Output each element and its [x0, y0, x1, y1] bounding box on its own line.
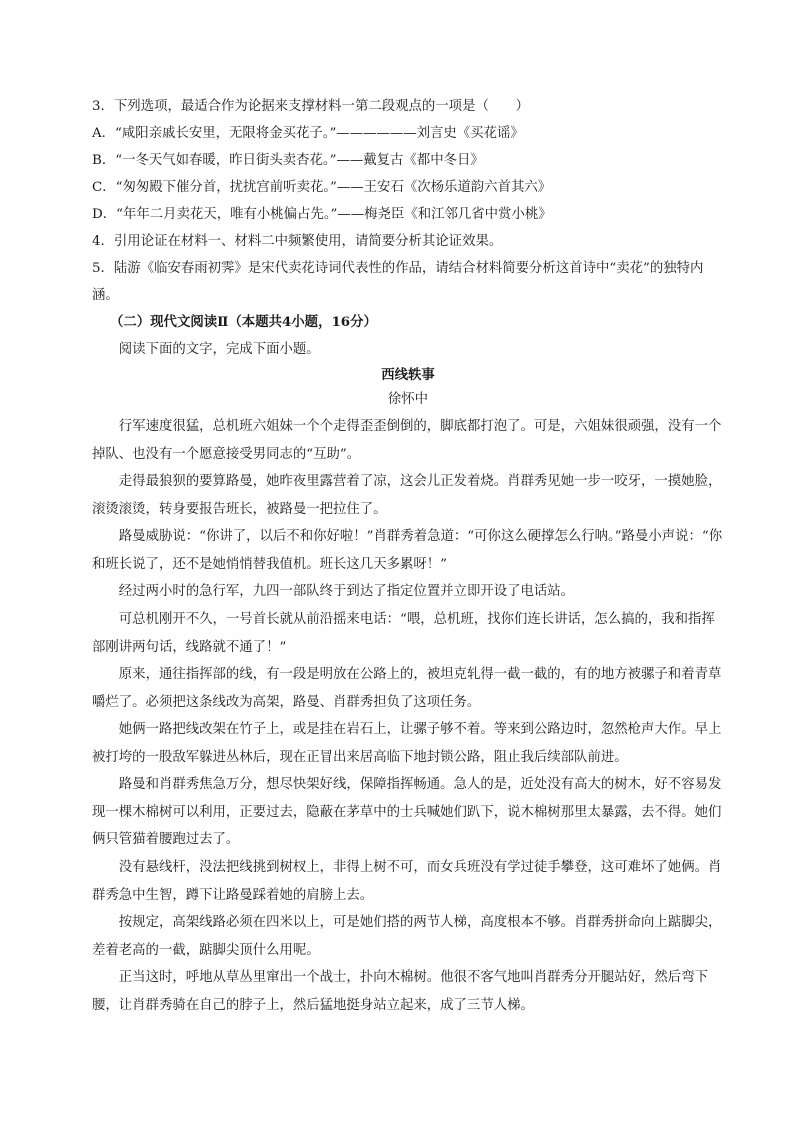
document-page [92, 93, 724, 1019]
article-paragraph-1: 行军速度很猛，总机班六姐妹一个个走得歪歪倒倒的，脚底都打泡了。可是，六姐妹很顽强，没有一个掉队、也没有一个愿意接受男同志的“互助”。 [92, 419, 722, 462]
article-paragraph-8: 路曼和肖群秀焦急万分，想尽快架好线，保障指挥畅通。急人的是，近处没有高大的树木，好不容易发现一棵木棉树可以利用，正要过去，隐蔽在茅草中的士兵喊她们趴下，说木棉树那里太暴露，去不得。她们俩只管猫着腰跑过去了。 [92, 777, 722, 847]
question-5: 5．陆游《临安春雨初霁》是宋代卖花诗词代表性的作品，请结合材料简要分析这首诗中“卖花”的独特内涵。 [92, 261, 704, 303]
question-3: 3．下列选项，最适合作为论据来支撑材料一第二段观点的一项是（ ） [92, 99, 530, 114]
article-paragraph-6: 原来，通往指挥部的线，有一段是明放在公路上的，被坦克轧得一截一截的，有的地方被骡子和着青草嚼烂了。必须把这条线改为高架，路曼、肖群秀担负了这项任务。 [92, 667, 722, 710]
option-c: C．“匆匆殿下催分首，扰扰宫前听卖花。”——王安石《次杨乐道韵六首其六》 [92, 180, 552, 195]
article-title: 西线轶事 [381, 367, 435, 383]
option-b: B．“一冬天气如春暖，昨日街头卖杏花。”——戴复古《都中冬日》 [92, 153, 484, 168]
article-paragraph-3: 路曼威胁说：“你讲了，以后不和你好啦！”肖群秀着急道：“可你这么硬撑怎么行呐。”路曼小声说：“你和班长说了，还不是她悄悄替我值机。班长这几天多累呀！” [92, 529, 723, 572]
article-paragraph-7: 她俩一路把线改架在竹子上，或是挂在岩石上，让骡子够不着。等来到公路边时，忽然枪声大作。早上被打垮的一股敌军躲进丛林后，现在正冒出来居高临下地封锁公路，阻止我后续部队前进。 [92, 722, 722, 765]
option-a: A．“咸阳亲戚长安里，无限将金买花子。”——————刘言史《买花谣》 [92, 126, 524, 141]
section-heading: （二）现代文阅读Ⅱ（本题共4小题，16分） [110, 314, 377, 330]
article-paragraph-5: 可总机刚开不久，一号首长就从前沿摇来电话：“喂，总机班，找你们连长讲话，怎么搞的，我和指挥部刚讲两句话，线路就不通了！” [92, 612, 715, 655]
option-d: D．“年年二月卖花天，唯有小桃偏占先。”——梅尧臣《和江邻几省中赏小桃》 [92, 207, 552, 222]
article-paragraph-11: 正当这时，呼地从草丛里窜出一个战士，扑向木棉树。他很不客气地叫肖群秀分开腿站好，然后弯下腰，让肖群秀骑在自己的脖子上，然后猛地挺身站立起来，成了三节人梯。 [92, 970, 708, 1013]
article-author: 徐怀中 [387, 392, 429, 407]
question-4: 4．引用论证在材料一、材料二中频繁使用，请简要分析其论证效果。 [92, 234, 503, 249]
article-paragraph-4: 经过两小时的急行军，九四一部队终于到达了指定位置并立即开设了电话站。 [118, 584, 575, 599]
article-paragraph-9: 没有悬线杆，没法把线挑到树杈上，非得上树不可，而女兵班没有学过徒手攀登，这可难坏了她俩。肖群秀急中生智，蹲下让路曼踩着她的肩膀上去。 [92, 860, 722, 903]
section-instruction: 阅读下面的文字，完成下面小题。 [118, 342, 320, 357]
article-paragraph-2: 走得最狼狈的要算路曼，她昨夜里露营着了凉，这会儿正发着烧。肖群秀见她一步一咬牙，一摸她脸，滚烫滚烫，转身要报告班长，被路曼一把拉住了。 [92, 474, 722, 517]
article-paragraph-10: 按规定，高架线路必须在四米以上，可是她们搭的两节人梯，高度根本不够。肖群秀拼命向上踮脚尖，差着老高的一截，踮脚尖顶什么用呢。 [92, 915, 722, 958]
